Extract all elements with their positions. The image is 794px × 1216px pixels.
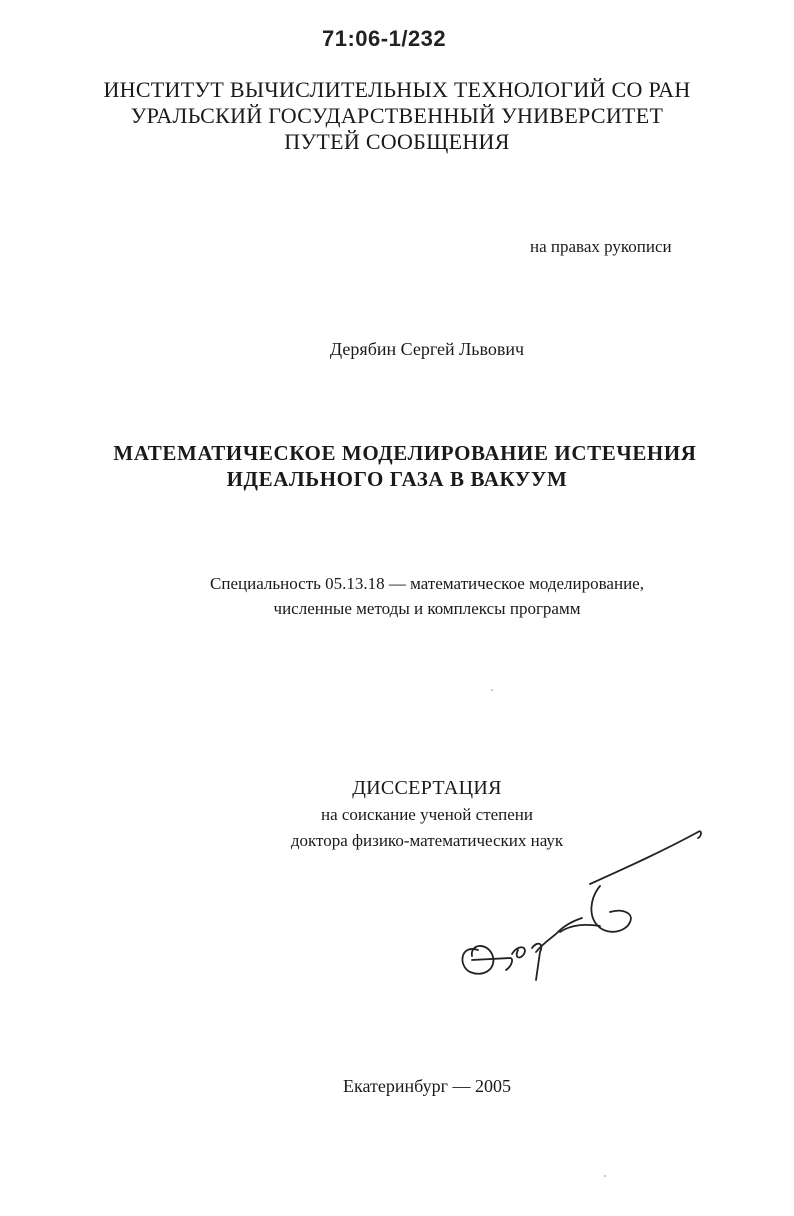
institute-line-3: ПУТЕЙ СООБЩЕНИЯ xyxy=(284,129,510,154)
scan-speck xyxy=(604,1175,606,1177)
scan-speck xyxy=(491,689,493,691)
title-line-1: МАТЕМАТИЧЕСКОЕ МОДЕЛИРОВАНИЕ ИСТЕЧЕНИЯ xyxy=(113,441,697,465)
catalog-number: 71:06-1/232 xyxy=(322,26,447,51)
specialty-line-2: численные методы и комплексы программ xyxy=(273,599,581,618)
manuscript-note: на правах рукописи xyxy=(530,237,672,256)
title-line-2: ИДЕАЛЬНОГО ГАЗА В ВАКУУМ xyxy=(226,467,568,491)
author-name: Дерябин Сергей Львович xyxy=(329,339,525,359)
city-year: Екатеринбург — 2005 xyxy=(343,1076,511,1096)
degree-heading: ДИССЕРТАЦИЯ xyxy=(352,777,502,799)
institute-line-1: ИНСТИТУТ ВЫЧИСЛИТЕЛЬНЫХ ТЕХНОЛОГИЙ СО РАН xyxy=(103,77,691,102)
degree-line-2: доктора физико-математических наук xyxy=(290,831,564,850)
degree-line-1: на соискание ученой степени xyxy=(320,805,534,824)
specialty-line-1: Специальность 05.13.18 — математическое моделирование, xyxy=(210,574,644,593)
institute-line-2: УРАЛЬСКИЙ ГОСУДАРСТВЕННЫЙ УНИВЕРСИТЕТ xyxy=(130,103,664,128)
handwritten-signature xyxy=(440,820,740,990)
